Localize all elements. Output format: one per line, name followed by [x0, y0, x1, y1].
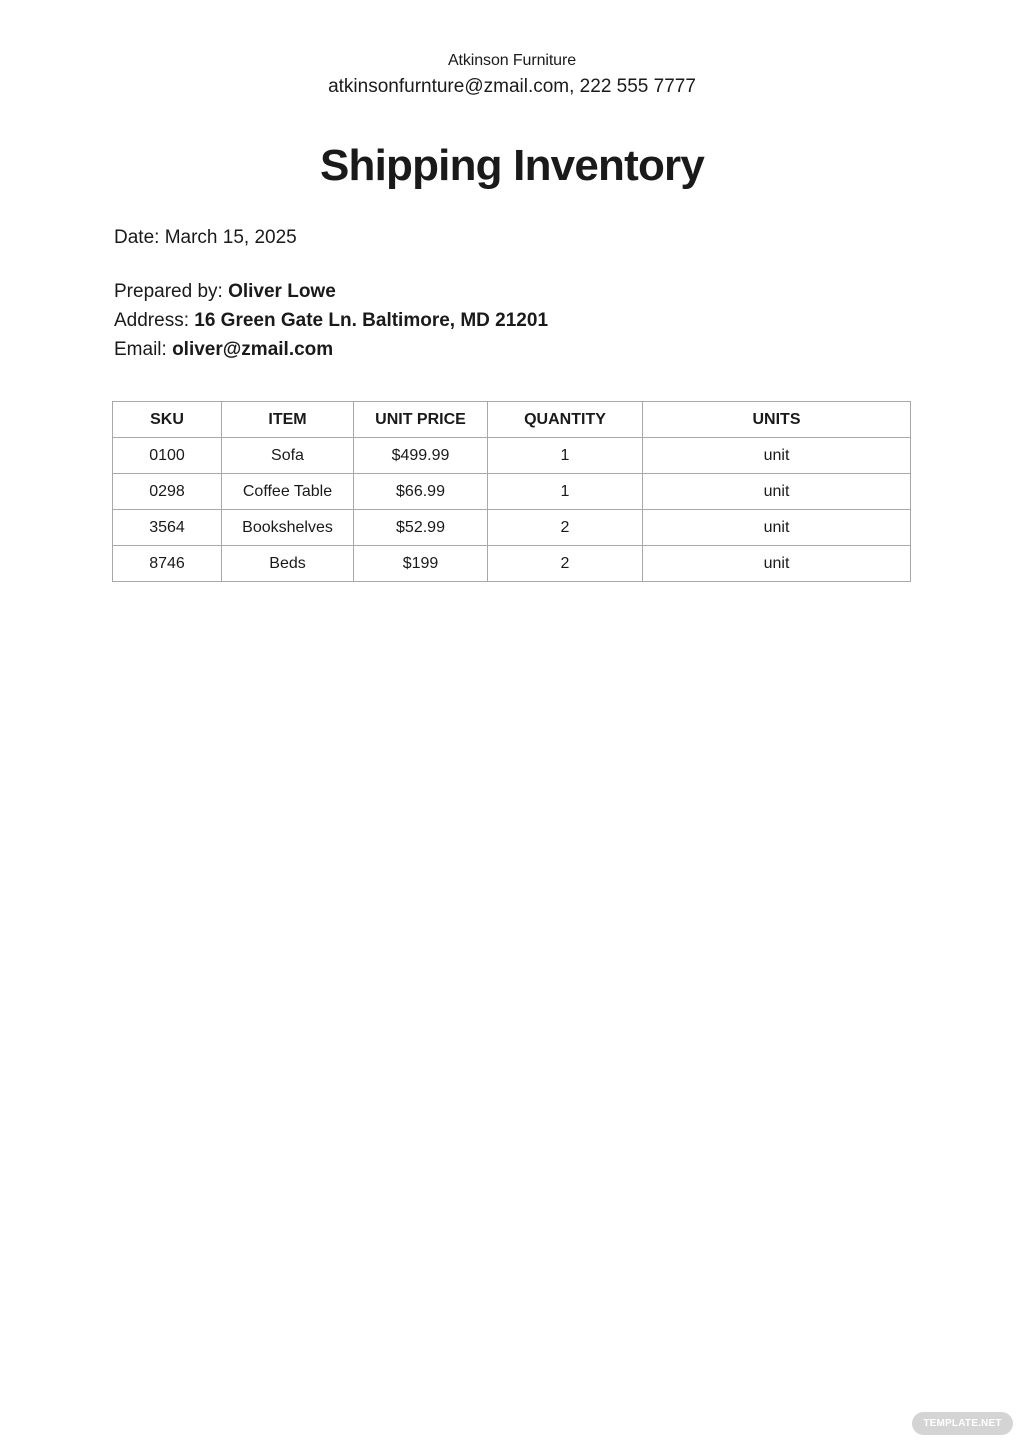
- cell-unit-price: $52.99: [354, 510, 488, 546]
- prepared-by-label: Prepared by:: [114, 281, 223, 302]
- date-line: [114, 227, 297, 249]
- table-header-row: [113, 402, 911, 438]
- cell-quantity: 1: [488, 438, 643, 474]
- email-label: Email:: [114, 339, 167, 360]
- address-label: Address:: [114, 310, 189, 331]
- cell-item: Bookshelves: [222, 510, 354, 546]
- prepared-by-line: [114, 281, 336, 303]
- prepared-by-value: Oliver Lowe: [228, 281, 336, 302]
- cell-sku: 8746: [113, 546, 222, 582]
- header-quantity: QUANTITY: [488, 402, 643, 438]
- header-item: ITEM: [222, 402, 354, 438]
- cell-units: unit: [643, 474, 911, 510]
- cell-quantity: 2: [488, 546, 643, 582]
- cell-unit-price: $199: [354, 546, 488, 582]
- document-title: Shipping Inventory: [319, 141, 705, 190]
- cell-item: Coffee Table: [222, 474, 354, 510]
- template-watermark-badge[interactable]: TEMPLATE.NET: [912, 1412, 1013, 1435]
- cell-sku: 3564: [113, 510, 222, 546]
- table-row: [113, 546, 911, 582]
- cell-quantity: 2: [488, 510, 643, 546]
- cell-units: unit: [643, 546, 911, 582]
- address-line: [114, 310, 548, 332]
- table-row: [113, 474, 911, 510]
- cell-item: Sofa: [222, 438, 354, 474]
- email-line: [114, 339, 333, 361]
- date-value: March 15, 2025: [164, 227, 297, 248]
- cell-item: Beds: [222, 546, 354, 582]
- address-value: 16 Green Gate Ln. Baltimore, MD 21201: [194, 310, 549, 331]
- inventory-table: [112, 401, 911, 582]
- table-row: [113, 510, 911, 546]
- company-contact: atkinsonfurnture@zmail.com, 222 555 7777: [328, 76, 696, 97]
- cell-sku: 0298: [113, 474, 222, 510]
- email-value: oliver@zmail.com: [172, 339, 334, 360]
- company-name: Atkinson Furniture: [447, 52, 577, 69]
- date-label: Date:: [114, 227, 160, 248]
- cell-quantity: 1: [488, 474, 643, 510]
- header-units: UNITS: [643, 402, 911, 438]
- cell-sku: 0100: [113, 438, 222, 474]
- table-row: [113, 438, 911, 474]
- cell-unit-price: $66.99: [354, 474, 488, 510]
- header-sku: SKU: [113, 402, 222, 438]
- cell-units: unit: [643, 438, 911, 474]
- cell-unit-price: $499.99: [354, 438, 488, 474]
- cell-units: unit: [643, 510, 911, 546]
- header-unit-price: UNIT PRICE: [354, 402, 488, 438]
